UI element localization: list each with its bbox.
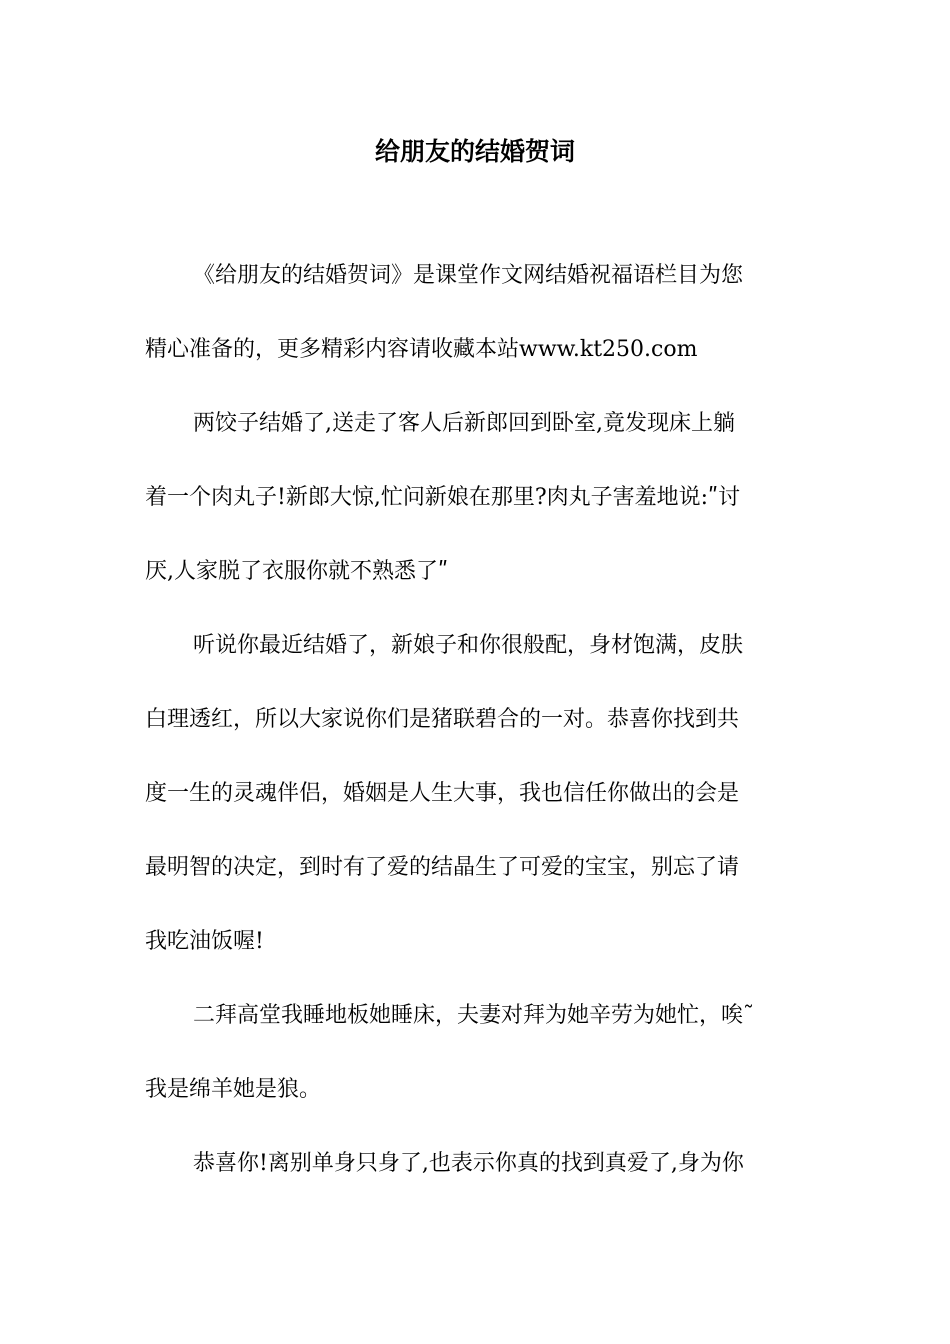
paragraph-line: 着一个肉丸子!新郎大惊,忙问新娘在那里?肉丸子害羞地说:ʺ讨	[145, 485, 741, 510]
paragraph-line: 我是绵羊她是狼。	[145, 1077, 322, 1102]
paragraph-line: 最明智的决定，到时有了爱的结晶生了可爱的宝宝，别忘了请	[145, 855, 740, 880]
paragraph-line: 厌,人家脱了衣服你就不熟悉了ʺ	[145, 559, 449, 584]
paragraph-line: 听说你最近结婚了，新娘子和你很般配，身材饱满，皮肤	[193, 633, 744, 658]
paragraph-line: 恭喜你!离别单身只身了,也表示你真的找到真爱了,身为你	[193, 1151, 744, 1176]
paragraph-line: 《给朋友的结婚贺词》是课堂作文网结婚祝福语栏目为您	[193, 263, 744, 288]
paragraph-line: 二拜高堂我睡地板她睡床，夫妻对拜为她辛劳为她忙，唉˜	[193, 1003, 755, 1028]
paragraph-line: 精心准备的，更多精彩内容请收藏本站www.kt250.com	[145, 337, 698, 362]
document-body	[145, 256, 807, 1218]
paragraph-line: 两饺子结婚了,送走了客人后新郎回到卧室,竟发现床上躺	[193, 411, 735, 436]
document-title: 给朋友的结婚贺词	[374, 137, 575, 166]
paragraph-line: 度一生的灵魂伴侣，婚姻是人生大事，我也信任你做出的会是	[145, 781, 740, 806]
paragraph-line: 我吃油饭喔!	[145, 929, 264, 954]
paragraph-line: 白理透红，所以大家说你们是猪联碧合的一对。恭喜你找到共	[145, 707, 740, 732]
